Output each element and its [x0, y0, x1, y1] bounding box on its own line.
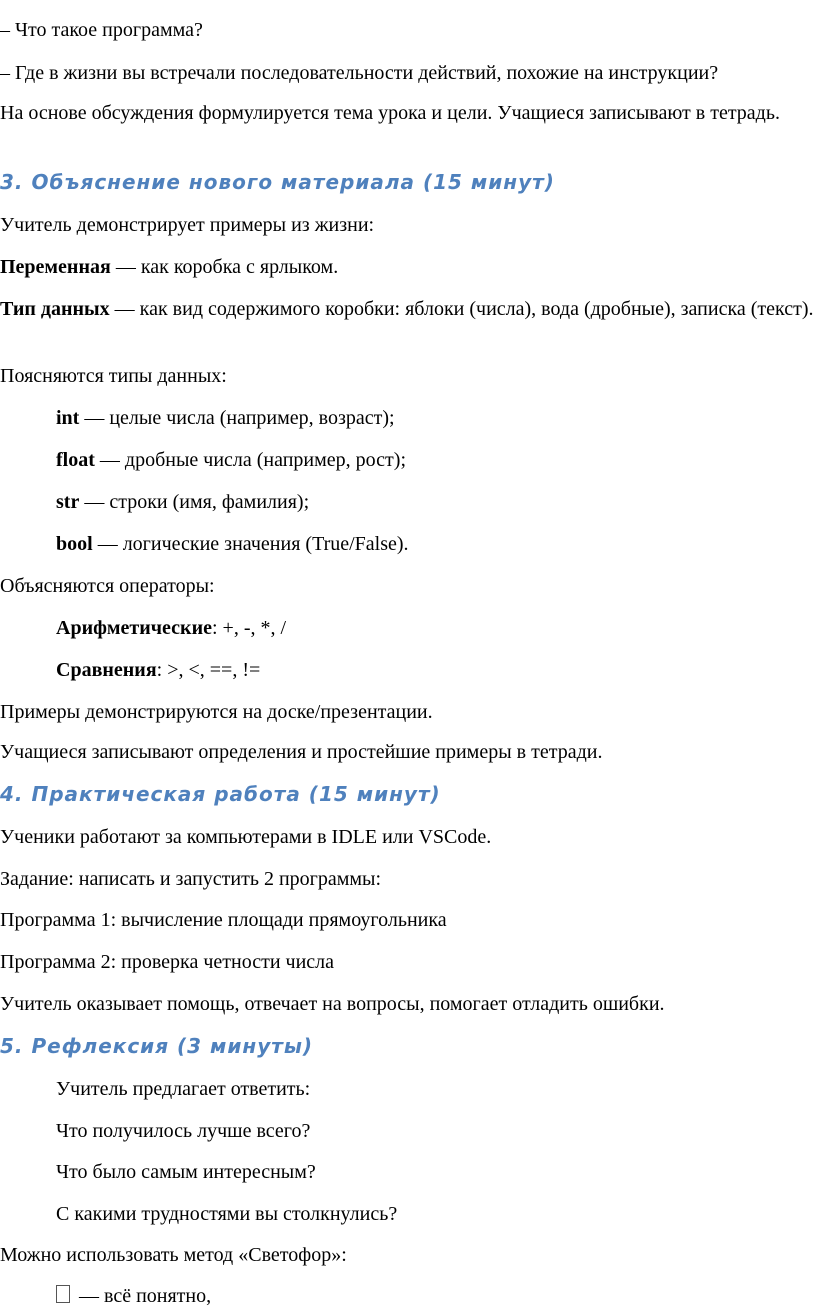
- examples-line: Примеры демонстрируются на доске/презентации.: [0, 701, 433, 723]
- section-5-heading: 5. Рефлексия (3 минуты): [0, 1034, 314, 1058]
- datatype-text: — как вид содержимого коробки: яблоки (числа), вода (дробные), записка (текст).: [109, 298, 814, 320]
- question-program: – Что такое программа?: [0, 19, 203, 41]
- type-text: — дробные числа (например, рост);: [94, 449, 407, 471]
- type-str: [56, 490, 309, 514]
- comparison-term: Сравнения: [56, 659, 157, 681]
- type-term: int: [56, 407, 80, 429]
- datatype-definition: [0, 297, 814, 322]
- type-text: — строки (имя, фамилия);: [79, 491, 310, 513]
- type-text: — логические значения (True/False).: [92, 533, 409, 555]
- type-term: float: [56, 449, 95, 471]
- operators-intro: Объясняются операторы:: [0, 575, 215, 597]
- missing-glyph-icon: [56, 1285, 70, 1303]
- section-3-intro: Учитель демонстрирует примеры из жизни:: [0, 214, 375, 236]
- variable-text: — как коробка с ярлыком.: [110, 256, 339, 278]
- notes-line: Учащиеся записывают определения и простейшие примеры в тетради.: [0, 741, 603, 763]
- datatype-term: Тип данных: [0, 298, 110, 320]
- comparison-operators: [56, 658, 260, 682]
- type-int: [56, 406, 395, 430]
- reflection-question-2: Что было самым интересным?: [56, 1161, 316, 1183]
- arithmetic-term: Арифметические: [56, 617, 212, 639]
- practice-line-1: Ученики работают за компьютерами в IDLE или VSCode.: [0, 826, 492, 848]
- variable-term: Переменная: [0, 256, 111, 278]
- variable-definition: [0, 255, 338, 279]
- type-float: [56, 448, 406, 472]
- reflection-question-3: С какими трудностями вы столкнулись?: [56, 1203, 398, 1225]
- reflection-prompt: Учитель предлагает ответить:: [56, 1078, 311, 1100]
- arithmetic-operators: [56, 616, 286, 640]
- question-sequences: – Где в жизни вы встречали последовательности действий, похожие на инструкции?: [0, 62, 719, 84]
- arithmetic-list: : +, -, *, /: [211, 617, 287, 639]
- traffic-light-method: Можно использовать метод «Светофор»:: [0, 1244, 347, 1266]
- types-intro: Поясняются типы данных:: [0, 365, 227, 387]
- traffic-light-item-text: — всё понятно,: [74, 1285, 212, 1307]
- type-bool: [56, 532, 409, 556]
- program-2: Программа 2: проверка четности числа: [0, 951, 335, 973]
- practice-line-2: Задание: написать и запустить 2 программы:: [0, 868, 382, 890]
- traffic-light-item: [56, 1284, 211, 1308]
- program-1: Программа 1: вычисление площади прямоугольника: [0, 909, 447, 931]
- section-4-heading: 4. Практическая работа (15 минут): [0, 782, 441, 806]
- comparison-list: : >, <, ==, !=: [156, 659, 261, 681]
- practice-line-5: Учитель оказывает помощь, отвечает на вопросы, помогает отладить ошибки.: [0, 993, 665, 1015]
- type-text: — целые числа (например, возраст);: [79, 407, 395, 429]
- type-term: str: [56, 491, 80, 513]
- section-3-heading: 3. Объяснение нового материала (15 минут): [0, 170, 555, 194]
- discussion-paragraph: На основе обсуждения формулируется тема урока и цели. Учащиеся записывают в тетрадь.: [0, 102, 780, 124]
- type-term: bool: [56, 533, 93, 555]
- reflection-question-1: Что получилось лучше всего?: [56, 1120, 311, 1142]
